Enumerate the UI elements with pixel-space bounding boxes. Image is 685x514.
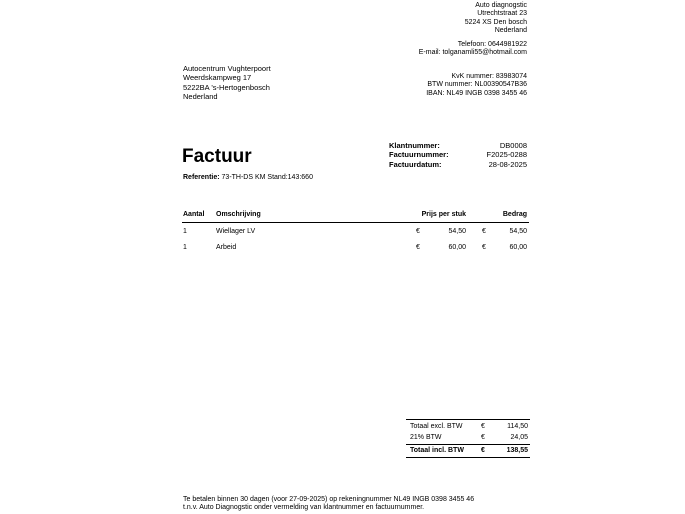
table-row — [183, 228, 528, 238]
row-qty: 1 — [183, 244, 187, 251]
sender-postal-city: 5224 XS Den bosch — [464, 18, 527, 26]
row-price-currency: € — [416, 228, 420, 235]
payment-terms — [183, 496, 583, 513]
payment-terms-line-2: t.n.v. Auto Diagnogstic onder vermelding van klantnummer en factuurnummer. — [183, 504, 425, 512]
row-qty: 1 — [183, 228, 187, 235]
meta-factuur-label: Factuurnummer: — [389, 150, 449, 160]
recipient-street: Weerdskampweg 17 — [183, 73, 252, 83]
reference-label: Referentie: — [183, 174, 220, 181]
sender-kvk: KvK nummer: 83983074 — [451, 73, 527, 80]
header-price: Prijs per stuk — [421, 211, 466, 218]
totals-btw-currency: € — [481, 434, 485, 441]
totals-incl-currency: € — [481, 447, 485, 454]
totals-excl-value: 114,50 — [507, 423, 528, 430]
table-header-divider — [182, 222, 529, 223]
totals-bottom-divider — [406, 457, 530, 458]
sender-btw: BTW nummer: NL00390547B36 — [427, 81, 527, 89]
row-price-currency: € — [416, 244, 420, 251]
row-desc: Wiellager LV — [216, 228, 256, 235]
header-desc: Omschrijving — [216, 211, 261, 218]
totals-incl-label: Totaal incl. BTW — [410, 447, 464, 454]
meta-datum-label: Factuurdatum: — [389, 159, 442, 169]
row-price: 60,00 — [448, 244, 466, 251]
totals-excl-label: Totaal excl. BTW — [410, 423, 463, 430]
header-amount: Bedrag — [502, 211, 527, 218]
sender-email: E-mail: tolganamli55@hotmail.com — [418, 49, 527, 57]
totals-incl-value: 138,55 — [506, 447, 528, 454]
sender-block — [327, 2, 527, 36]
sender-street: Utrechtstraat 23 — [477, 10, 527, 18]
row-amount-currency: € — [482, 228, 486, 235]
row-amount: 54,50 — [509, 228, 527, 235]
row-amount-currency: € — [482, 244, 486, 251]
table-row — [183, 244, 528, 254]
meta-datum-row — [389, 160, 527, 169]
reference-value: 73-TH-DS KM Stand:143:660 — [221, 174, 313, 181]
recipient-name: Autocentrum Vughterpoort — [183, 64, 271, 73]
totals-incl-divider — [406, 444, 530, 445]
header-qty: Aantal — [183, 211, 205, 218]
meta-klant-row — [389, 141, 527, 150]
sender-phone: Telefoon: 0644981922 — [457, 41, 527, 48]
totals-btw-label: 21% BTW — [410, 434, 442, 441]
row-amount: 60,00 — [509, 244, 527, 251]
invoice-title: Factuur — [182, 146, 252, 167]
totals-excl-row — [410, 423, 528, 433]
totals-btw-value: 24,05 — [510, 434, 528, 441]
sender-name: Auto diagnogstic — [475, 2, 527, 9]
meta-factuur-row — [389, 150, 527, 159]
totals-excl-currency: € — [481, 423, 485, 430]
reference — [183, 174, 313, 182]
payment-terms-line-1: Te betalen binnen 30 dagen (voor 27-09-2025) op rekeningnummer NL49 INGB 0398 3455 46 — [183, 496, 475, 503]
recipient-block — [183, 64, 363, 102]
sender-iban: IBAN: NL49 INGB 0398 3455 46 — [426, 89, 527, 97]
row-price: 54,50 — [448, 228, 466, 235]
recipient-postal-city: 5222BA 's-Hertogenbosch — [183, 82, 270, 92]
recipient-country: Nederland — [183, 92, 218, 102]
meta-klant-label: Klantnummer: — [389, 141, 440, 150]
sender-country: Nederland — [494, 27, 527, 35]
sender-contact — [307, 41, 527, 58]
totals-top-divider — [406, 419, 530, 420]
totals-incl-row — [410, 447, 528, 457]
row-desc: Arbeid — [216, 244, 237, 251]
table-header — [183, 211, 528, 221]
totals-btw-row — [410, 434, 528, 444]
meta-datum-value: 28-08-2025 — [488, 159, 527, 169]
meta-klant-value: DB0008 — [499, 141, 527, 150]
meta-factuur-value: F2025-0288 — [486, 150, 527, 160]
invoice-meta — [389, 141, 527, 169]
